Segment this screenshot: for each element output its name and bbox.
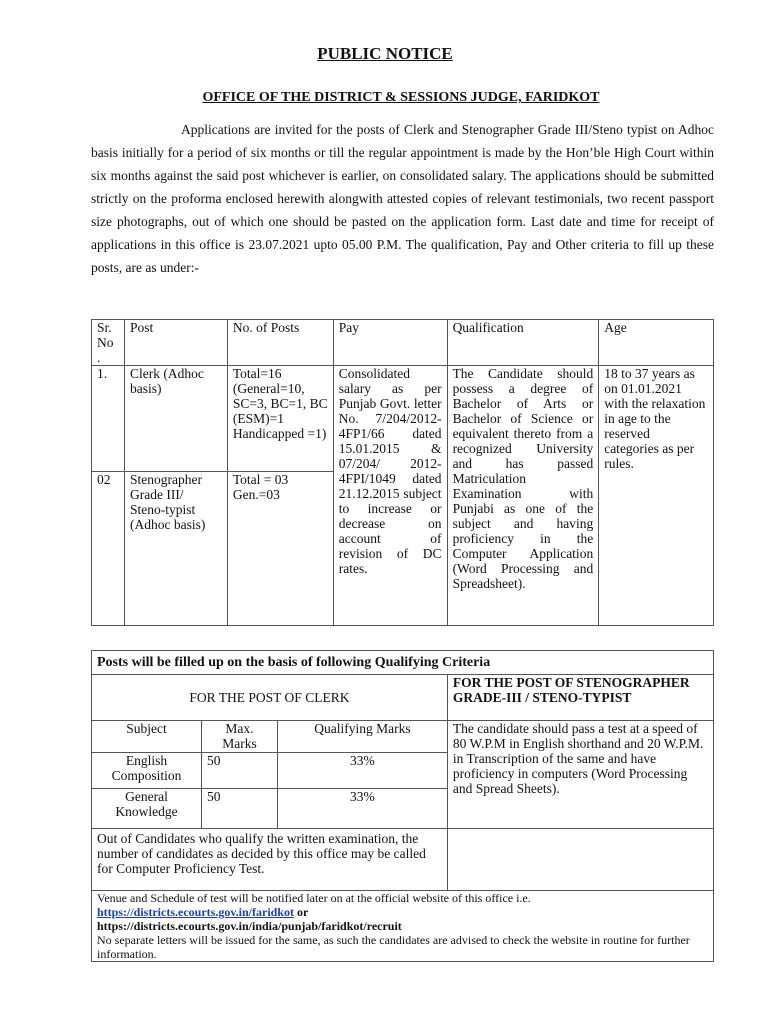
intro-paragraph: Applications are invited for the posts of Clerk and Stenographer Grade III/Steno typist on Adhoc basis initially for a period of six months or till the regular appointment is made by the Hon’ble High Court within six months against the said post whichever is earlier, on consolidated salary. The applications should be submitted strictly on the proforma enclosed herewith alongwith attested copies of relevant testimonials, two recent passport size photographs, out of which one should be pasted on the application form. Last date and time for receipt of applications in this office is 23.07.2021 upto 05.00 P.M. The qualification, Pay and Other criteria to fill up these posts, are as under:- (91, 122, 714, 275)
written-exam-note-text: Out of Candidates who qualify the written examination, the number of candidates as decided by this office may be called for Computer Proficiency Test. (97, 831, 426, 876)
recruit-link[interactable]: https://districts.ecourts.gov.in/india/punjab/faridkot/recruit (97, 919, 402, 933)
sr-cell: 1. (92, 366, 125, 472)
col-subject: Subject (92, 721, 202, 753)
written-exam-note (92, 829, 448, 891)
max-marks-cell: 50 (201, 789, 277, 829)
col-qualifying-marks: Qualifying Marks (277, 721, 447, 753)
qualifying-marks-cell: 33% (277, 753, 447, 789)
page-title: PUBLIC NOTICE (317, 44, 453, 63)
faridkot-link[interactable]: https://districts.ecourts.gov.in/faridkot (97, 905, 294, 919)
venue-text: Venue and Schedule of test will be notified later on at the official website of this office i.e. (97, 891, 531, 905)
header-num-posts: No. of Posts (227, 320, 333, 366)
qualification-cell: The Candidate should possess a degree of Bachelor of Arts or Bachelor of Science or equivalent thereto from a recognized University and has passed Matriculation Examination with Punjabi as one of the subject and having proficiency in the Computer Application (Word Processing and Spreadsheet). (447, 366, 599, 626)
num-posts-cell: Total=16 (General=10, SC=3, BC=1, BC (ESM)=1 Handicapped =1) (227, 366, 333, 472)
qualifying-marks-cell: 33% (277, 789, 447, 829)
num-posts-cell: Total = 03 Gen.=03 (227, 472, 333, 626)
header-age: Age (599, 320, 714, 366)
posts-table (91, 319, 714, 626)
subject-cell: General Knowledge (92, 789, 202, 829)
final-note: No separate letters will be issued for the same, as such the candidates are advised to check the website in routine for further information. (97, 933, 690, 961)
post-cell: Stenographer Grade III/ Steno-typist (Adhoc basis) (124, 472, 227, 626)
header-qualification: Qualification (447, 320, 599, 366)
header-sr: Sr. No . (92, 320, 125, 366)
header-post: Post (124, 320, 227, 366)
criteria-table (91, 650, 714, 962)
post-cell: Clerk (Adhoc basis) (124, 366, 227, 472)
office-title: OFFICE OF THE DISTRICT & SESSIONS JUDGE, FARIDKOT (202, 90, 600, 105)
steno-heading: FOR THE POST OF STENOGRAPHER GRADE-III / STENO-TYPIST (447, 675, 713, 721)
venue-notice (92, 891, 714, 962)
max-marks-cell: 50 (201, 753, 277, 789)
col-max-marks: Max. Marks (201, 721, 277, 753)
pay-cell: Consolidated salary as per Punjab Govt. letter No. 7/204/2012-4FP1/66 dated 15.01.2015 & 07/204/ 2012-4FPI/1049 dated 21.12.2015 subject to increase or decrease on account of revision of DC rates. (333, 366, 447, 626)
empty-cell (447, 829, 713, 891)
clerk-heading: FOR THE POST OF CLERK (92, 675, 448, 721)
table-row (92, 366, 714, 472)
age-cell: 18 to 37 years as on 01.01.2021 with the relaxation in age to the reserved categories as per rules. (599, 366, 714, 626)
criteria-heading: Posts will be filled up on the basis of following Qualifying Criteria (92, 651, 714, 675)
steno-criteria-text: The candidate should pass a test at a speed of 80 W.P.M in English shorthand and 20 W.P.M. in Transcription of the same and have proficiency in computers (Word Processing and Spread Sheets). (447, 721, 713, 829)
or-text: or (297, 905, 309, 919)
posts-header-row (92, 320, 714, 366)
subject-cell: English Composition (92, 753, 202, 789)
header-pay: Pay (333, 320, 447, 366)
sr-cell: 02 (92, 472, 125, 626)
